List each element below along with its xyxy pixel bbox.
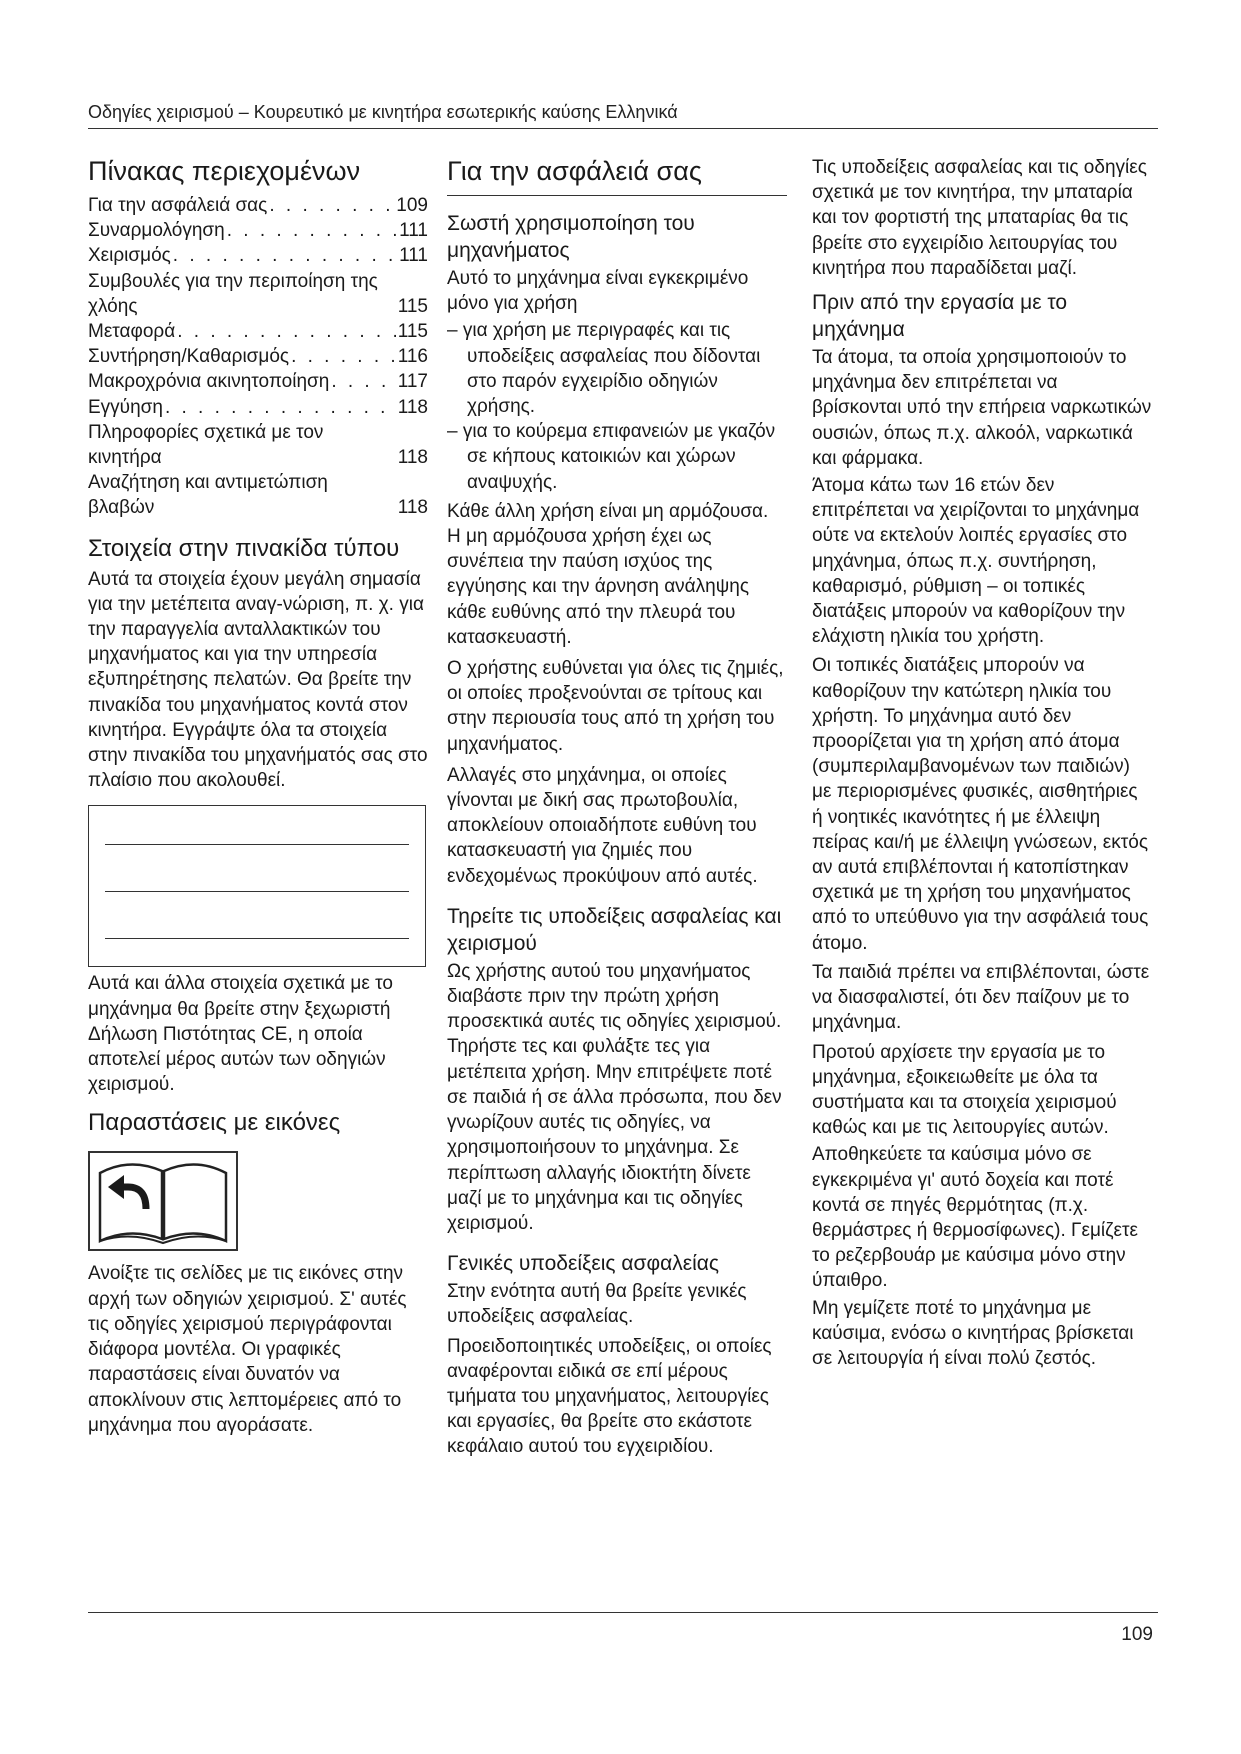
toc-item[interactable]: Αναζήτηση και αντιμετώπιση βλαβών 118 [88, 472, 428, 519]
paragraph: Κάθε άλλη χρήση είναι μη αρμόζουσα. Η μη αρμόζουσα χρήση έχει ως συνέπεια την παύση ισχύος της εγγύησης και την άρνηση ανάληψης κάθε ευθύνης από την πλευρά του κατασκευαστή. [447, 500, 769, 648]
paragraph: Προειδοποιητικές υποδείξεις, οι οποίες αναφέρονται ειδικά σε επί μέρους τμήματα του μηχανήματος, λειτουργίες και εργασίες, θα βρείτε στο εκάστοτε κεφάλαιο αυτού του εγχειριδίου. [447, 1335, 772, 1458]
open-book-icon [88, 1151, 238, 1251]
list-item: – για το κούρεμα επιφανειών με γκαζόν σε κήπους κατοικιών και χώρων αναψυχής. [447, 421, 776, 493]
toc-item[interactable]: Πληροφορίες σχετικά με τον κινητήρα 118 [88, 421, 428, 469]
correct-use-title: Σωστή χρησιμοποίηση του μηχανήματος [447, 212, 695, 262]
paragraph: Αλλαγές στο μηχάνημα, οι οποίες γίνονται με δική σας πρωτοβουλία, αποκλείουν οποιαδήποτε ευθύνη του κατασκευαστή για ζημιές που ενδεχομένως προκύψουν από αυτές. [447, 764, 758, 887]
observe-title: Τηρείτε τις υποδείξεις ασφαλείας και χειρισμού [447, 904, 782, 955]
toc-item[interactable]: Χειρισμός . . . 111 [88, 243, 428, 268]
before-work-title: Πριν από την εργασία με το μηχάνημα [812, 291, 1068, 342]
correct-use-list [447, 318, 787, 494]
toc-item[interactable]: Συναρμολόγηση . . . 111 [88, 218, 428, 243]
plate-line [105, 891, 409, 892]
plate-line [105, 844, 409, 845]
toc-item[interactable]: Συντήρηση/Καθαρισμός . . . 116 [88, 344, 428, 369]
toc-item[interactable]: Μακροχρόνια ακινητοποίηση . . . 117 [88, 369, 428, 394]
header-rule [88, 128, 1158, 129]
safety-title: Για την ασφάλειά σας [447, 155, 787, 196]
paragraph: Προτού αρχίσετε την εργασία με το μηχάνημα, εξοικειωθείτε με όλα τα συστήματα και τα στοιχεία χειρισμού καθώς και με τις λειτουργίες αυτών. [812, 1041, 1117, 1139]
paragraph: Στην ενότητα αυτή θα βρείτε γενικές υποδείξεις ασφαλείας. [447, 1281, 747, 1328]
toc-item[interactable]: Μεταφορά . . . 115 [88, 319, 428, 344]
page-number: 109 [1121, 1624, 1153, 1645]
toc-list [88, 193, 428, 521]
type-plate-box[interactable] [88, 805, 426, 967]
paragraph: Άτομα κάτω των 16 ετών δεν επιτρέπεται να χειρίζονται το μηχάνημα ούτε να εκτελούν λοιπές εργασίες στο μηχάνημα, όπως π.χ. συντήρηση, καθαρισμό, ρύθμιση – οι τοπικές διατάξεις μπορούν να καθορίζουν την ελάχιστη ηλικία του χρήστη. [812, 475, 1140, 648]
toc-item[interactable]: Για την ασφάλειά σας . . . 109 [88, 193, 428, 218]
paragraph: Αποθηκεύετε τα καύσιμα μόνο σε εγκεκριμένα γι' αυτό δοχεία και ποτέ κοντά σε πηγές θερμότητας (π.χ. θερμάστρες ή θερμοσίφωνες). Γεμίζετε το ρεζερβουάρ με καύσιμα μόνο στην ύπαιθρο. [812, 1144, 1138, 1292]
plate-after-text: Αυτά και άλλα στοιχεία σχετικά με το μηχάνημα θα βρείτε στην ξεχωριστή Δήλωση Πιστότητας CE, η οποία αποτελεί μέρος αυτών των οδηγιών χειρισμού. [88, 973, 393, 1096]
page-header: Οδηγίες χειρισμού – Κουρευτικό με κινητήρα εσωτερικής καύσης Ελληνικά [88, 102, 678, 122]
column-2 [447, 155, 787, 1462]
list-item: – για χρήση με περιγραφές και τις υποδείξεις ασφαλείας που δίδονται στο παρόν εγχειρίδιο οδηγιών χρήσης. [447, 320, 761, 418]
paragraph: Ο χρήστης ευθύνεται για όλες τις ζημιές, οι οποίες προξενούνται σε τρίτους και στην περιουσία τους από τη χρήση του μηχανήματος. [447, 658, 784, 755]
paragraph: Μη γεμίζετε ποτέ το μηχάνημα με καύσιμα, ενόσω ο κινητήρας βρίσκεται σε λειτουργία ή είναι πολύ ζεστός. [812, 1297, 1134, 1369]
paragraph: Τα παιδιά πρέπει να επιβλέπονται, ώστε να διασφαλιστεί, ότι δεν παίζουν με το μηχάνημα. [812, 961, 1150, 1034]
toc-title: Πίνακας περιεχομένων [88, 156, 361, 186]
column-3 [812, 155, 1152, 1373]
plate-title: Στοιχεία στην πινακίδα τύπου [88, 534, 400, 562]
column-1 [88, 155, 428, 1440]
paragraph: Οι τοπικές διατάξεις μπορούν να καθορίζουν την κατώτερη ηλικία του χρήστη. Το μηχάνημα αυτό δεν προορίζεται για τη χρήση από άτομα (συμπεριλαμβανομένων των παιδιών) με περιορισμένες φυσικές, αισθητήριες ή νοητικές ικανότητες ή με έλλειψη πείρας και/ή με έλλειψη γνώσεων, εκτός αν αυτά επιβλέπονται ή κατοπίστηκαν σχετικά με τη χρήση του μηχανήματος από το υπεύθυνο για την ασφάλειά τους άτομο. [812, 655, 1149, 954]
paragraph: Τα άτομα, τα οποία χρησιμοποιούν το μηχάνημα δεν επιτρέπεται να βρίσκονται υπό την επήρεια ναρκωτικών ουσιών, όπως π.χ. αλκοόλ, ναρκωτικά και φάρμακα. [812, 347, 1152, 469]
correct-use-intro: Αυτό το μηχάνημα είναι εγκεκριμένο μόνο για χρήση [447, 268, 749, 315]
plate-line [105, 938, 409, 939]
footer-rule [88, 1612, 1158, 1613]
general-title: Γενικές υποδείξεις ασφαλείας [447, 1252, 720, 1276]
pictures-title: Παραστάσεις με εικόνες [88, 1109, 341, 1137]
plate-text: Αυτά τα στοιχεία έχουν μεγάλη σημασία για την μετέπειτα αναγ-νώριση, π. χ. για την παραγγελία ανταλλακτικών του μηχανήματος και για την υπηρεσία εξυπηρέτησης πελατών. Θα βρείτε την πινακίδα του μηχανήματος κοντά στον κινητήρα. Εγγράψτε όλα τα στοιχεία στην πινακίδα του μηχανήματός σας στο πλαίσιο που ακολουθεί. [88, 568, 428, 792]
paragraph: Ως χρήστης αυτού του μηχανήματος διαβάστε πριν την πρώτη χρήση προσεκτικά αυτές τις οδηγίες χειρισμού. Τηρήστε τες και φυλάξτε τες για μετέπειτα χρήση. Μην επιτρέψετε ποτέ σε παιδιά ή σε άλλα πρόσωπα, που δεν γνωρίζουν αυτές τις οδηγίες, να χρησιμοποιήσουν το μηχάνημα. Σε περίπτωση αλλαγής ιδιοκτήτη δίνετε μαζί με το μηχάνημα και τις οδηγίες χειρισμού. [447, 960, 782, 1234]
pictures-text: Ανοίξτε τις σελίδες με τις εικόνες στην αρχή των οδηγιών χειρισμού. Σ' αυτές τις οδηγίες χειρισμού περιγράφονται διάφορα μοντέλα. Οι γραφικές παραστάσεις είναι δυνατόν να αποκλίνουν στις λεπτομέρειες από το μηχάνημα που αγοράσατε. [88, 1263, 407, 1436]
paragraph: Τις υποδείξεις ασφαλείας και τις οδηγίες σχετικά με τον κινητήρα, την μπαταρία και τον φορτιστή της μπαταρίας θα τις βρείτε στο εγχειρίδιο λειτουργίας του κινητήρα που παραδίδεται μαζί. [812, 157, 1147, 279]
toc-item[interactable]: Εγγύηση . . . 118 [88, 395, 428, 420]
toc-item[interactable]: Συμβουλές για την περιποίηση της χλόης 115 [88, 270, 428, 317]
